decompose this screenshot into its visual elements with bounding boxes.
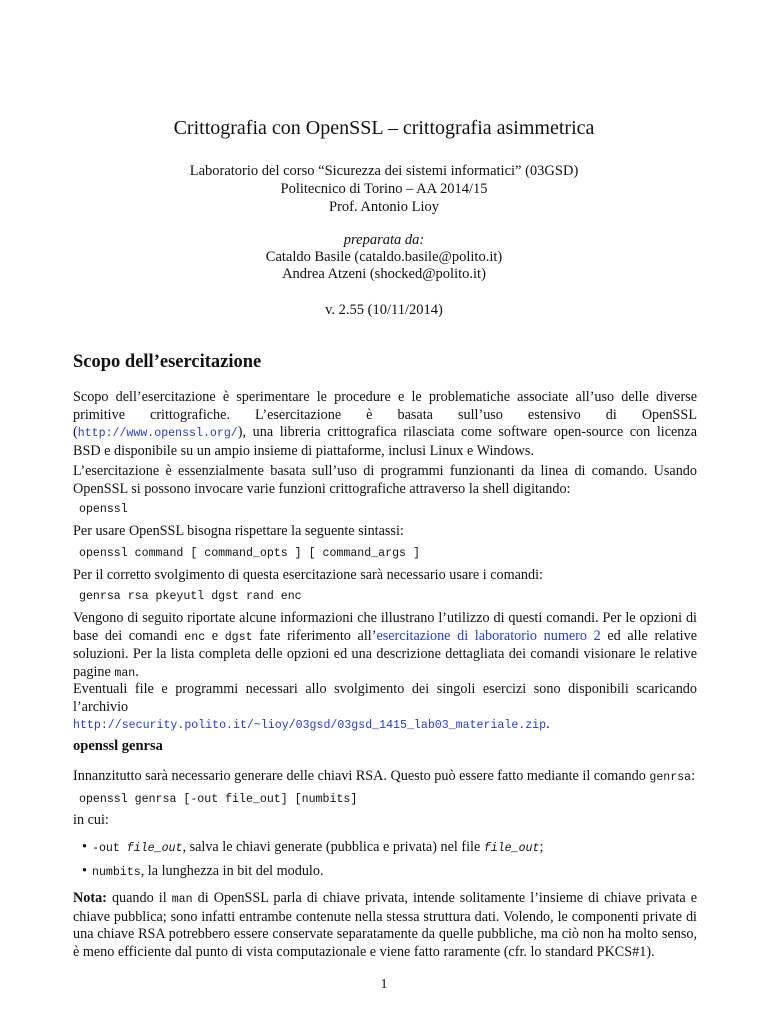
paragraph-text: quando il [106, 890, 172, 906]
paragraph [73, 389, 697, 460]
paragraph [73, 812, 697, 830]
inline-code: -out [92, 842, 127, 855]
professor-line: Prof. Antonio Lioy [329, 199, 439, 215]
bullet-icon: • [82, 839, 87, 855]
page-number: 1 [380, 977, 388, 992]
paragraph-text: L’esercitazione è essenzialmente basata sull’uso di programmi funzionanti da linea di comando. Usando OpenSSL si possono invocare varie funzioni crittografiche attraverso la shell digitando: [73, 463, 697, 497]
inline-code: genrsa [649, 771, 692, 784]
author-line: Cataldo Basile (cataldo.basile@polito.it) [265, 249, 503, 265]
section-heading: Scopo dell’esercitazione [73, 352, 262, 372]
course-line: Laboratorio del corso “Sicurezza dei sistemi informatici” (03GSD) [189, 163, 579, 179]
list-item-text: , salva le chiavi generate (pubblica e privata) nel file [182, 839, 484, 855]
paragraph [73, 523, 697, 541]
document-title: Crittografia con OpenSSL – crittografia asimmetrica [173, 117, 595, 139]
inline-code: numbits [92, 866, 141, 879]
author-line: Andrea Atzeni (shocked@polito.it) [282, 266, 486, 282]
list-item-text: , la lunghezza in bit del modulo. [140, 863, 324, 879]
code-line: genrsa rsa pkeyutl dgst rand enc [79, 590, 302, 603]
paragraph-text: Eventuali file e programmi necessari allo svolgimento dei singoli esercizi sono disponibili scaricando l’archivio [73, 681, 697, 715]
inline-code: file_out [483, 842, 540, 855]
paragraph-text: Innanzitutto sarà necessario generare delle chiavi RSA. Questo può essere fatto mediante il comando [73, 768, 650, 784]
paragraph-text: . [135, 663, 139, 680]
inline-code: file_out [126, 842, 183, 855]
paragraph-text: Scopo dell’esercitazione è sperimentare le procedure e le problematiche associate all’uso delle diverse primitive crittografiche. L’esercitazione è basata sull’uso estensivo di OpenSSL ( [73, 389, 697, 440]
paragraph-text: in cui: [73, 812, 109, 828]
openssl-link[interactable]: http://www.openssl.org/ [77, 427, 238, 440]
list-item [82, 863, 324, 880]
version-line: v. 2.55 (10/11/2014) [325, 302, 443, 318]
inline-code: man [171, 893, 193, 906]
list-item-text: ; [539, 839, 544, 855]
prepared-by-label: preparata da: [343, 232, 425, 248]
paragraph-text: : [691, 768, 696, 784]
paragraph-text: ), una libreria crittografica rilasciata come software open-source con licenza BSD e disponibile su un ampio insieme di piattaforme, inclusi Linux e Windows. [73, 424, 697, 459]
paragraph-text: di OpenSSL parla di chiave privata, intende solitamente l’insieme di chiave privata e chiave pubblica; sono infatti entrambe contenute nella stessa struttura dati. Volendo, le componenti private di una chiave RSA potrebbero essere conservate separatamente da quelle pubbliche, ma ciò non ha molto senso, è meno efficiente dal punto di vista computazionale e viene fatto raramente (cfr. lo standard PKCS#1). [73, 890, 697, 960]
archive-link[interactable]: http://security.polito.it/~lioy/03gsd/03gsd_1415_lab03_materiale.zip [73, 719, 547, 732]
note-paragraph [73, 890, 697, 961]
paragraph-text: fate riferimento all’ [252, 627, 377, 644]
paragraph [73, 610, 697, 682]
paragraph-text: . [546, 716, 550, 732]
note-label: Nota: [73, 890, 107, 906]
inline-code: man [114, 666, 136, 680]
paragraph-text: Per il corretto svolgimento di questa esercitazione sarà necessario usare i comandi: [73, 567, 543, 583]
paragraph [73, 463, 697, 498]
paragraph-text: ed alle relative soluzioni. Per la lista completa delle opzioni ed una descrizione dettagliata dei comandi visionare le relative pagine [73, 627, 697, 680]
institution-line: Politecnico di Torino – AA 2014/15 [280, 181, 488, 197]
code-line: openssl genrsa [-out file_out] [numbits] [79, 793, 358, 806]
list-item [82, 839, 544, 856]
code-line: openssl [79, 503, 128, 516]
inline-code: dgst [224, 630, 253, 644]
paragraph [73, 567, 697, 585]
paragraph [73, 681, 697, 735]
bullet-icon: • [82, 863, 87, 879]
inline-code: enc [184, 630, 206, 644]
paragraph-text: Vengono di seguito riportate alcune informazioni che illustrano l’utilizzo di questi comandi. Per le opzioni di base dei comandi [73, 610, 697, 644]
paragraph-text: Per usare OpenSSL bisogna rispettare la seguente sintassi: [73, 523, 404, 539]
code-line: openssl command [ command_opts ] [ command_args ] [79, 547, 420, 560]
subsection-heading: openssl genrsa [73, 738, 163, 754]
lab2-link[interactable]: esercitazione di laboratorio numero 2 [376, 627, 601, 644]
paragraph-text: e [205, 627, 225, 644]
paragraph [73, 768, 697, 787]
